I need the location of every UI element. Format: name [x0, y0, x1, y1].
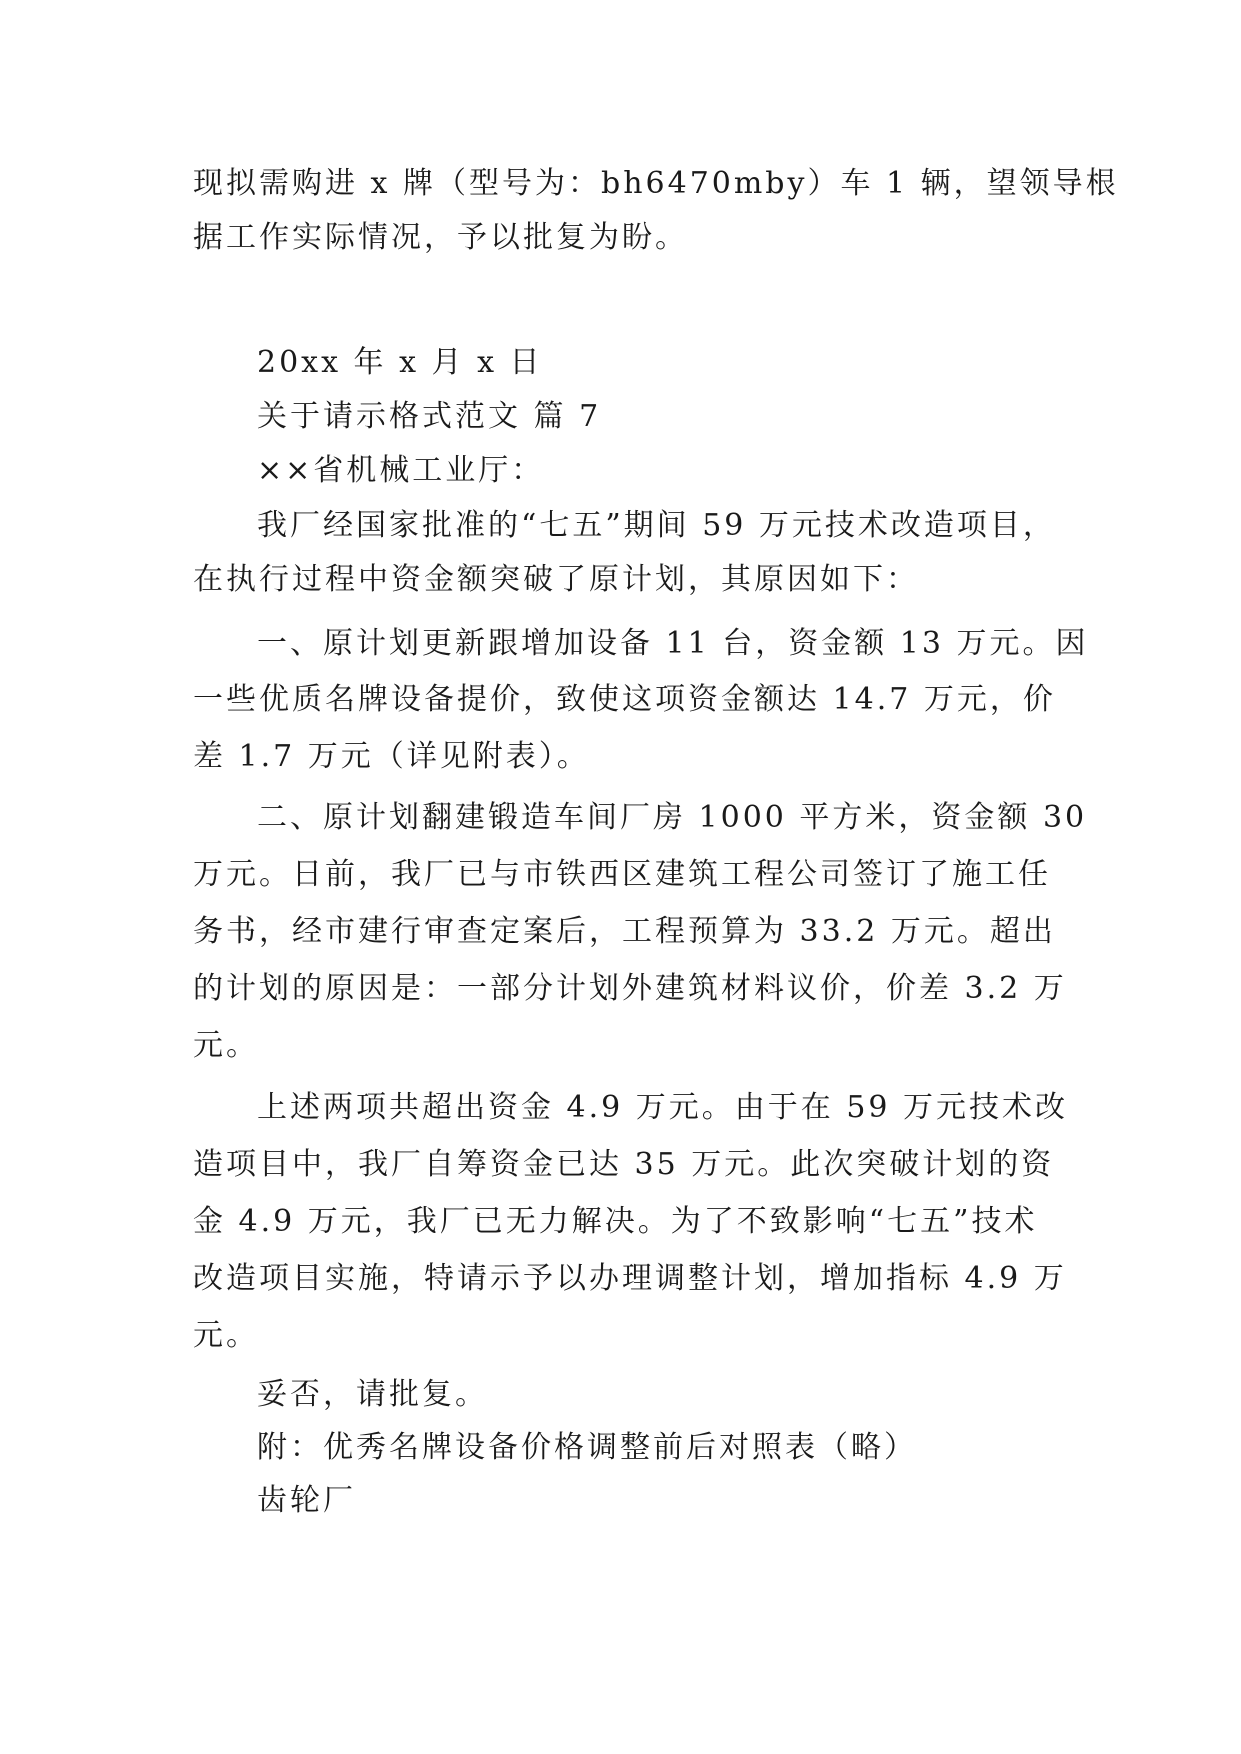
paragraph-line: 二、原计划翻建锻造车间厂房 1000 平方米，资金额 30 [257, 800, 1088, 835]
signatory: 齿轮厂 [257, 1483, 356, 1518]
paragraph-line: 据工作实际情况，予以批复为盼。 [193, 220, 688, 255]
paragraph-line: 的计划的原因是：一部分计划外建筑材料议价，价差 3.2 万 [193, 971, 1067, 1006]
paragraph-line: 金 4.9 万元，我厂已无力解决。为了不致影响“七五”技术 [193, 1204, 1038, 1239]
paragraph-line: 元。 [193, 1318, 259, 1353]
paragraph-line: 造项目中，我厂自筹资金已达 35 万元。此次突破计划的资 [193, 1147, 1055, 1182]
attachment-note: 附：优秀名牌设备价格调整前后对照表（略） [257, 1430, 917, 1465]
paragraph-line: 现拟需购进 x 牌（型号为：bh6470mby）车 1 辆，望领导根 [193, 166, 1119, 201]
paragraph-line: 万元。日前，我厂已与市铁西区建筑工程公司签订了施工任 [193, 857, 1051, 892]
addressee: ××省机械工业厅： [257, 453, 545, 488]
paragraph-line: 元。 [193, 1028, 259, 1063]
paragraph-line: 差 1.7 万元（详见附表）。 [193, 739, 590, 774]
section-heading: 关于请示格式范文 篇 7 [257, 399, 602, 434]
date-line: 20xx 年 x 月 x 日 [257, 345, 543, 380]
paragraph-line: 一些优质名牌设备提价，致使这项资金额达 14.7 万元，价 [193, 682, 1056, 717]
paragraph-line: 我厂经国家批准的“七五”期间 59 万元技术改造项目， [257, 508, 1056, 543]
paragraph-line: 在执行过程中资金额突破了原计划，其原因如下： [193, 562, 919, 597]
paragraph-line: 改造项目实施，特请示予以办理调整计划，增加指标 4.9 万 [193, 1261, 1067, 1296]
paragraph-line: 务书，经市建行审查定案后，工程预算为 33.2 万元。超出 [193, 914, 1056, 949]
closing-request: 妥否，请批复。 [257, 1377, 488, 1412]
paragraph-line: 一、原计划更新跟增加设备 11 台，资金额 13 万元。因 [257, 626, 1089, 661]
paragraph-line: 上述两项共超出资金 4.9 万元。由于在 59 万元技术改 [257, 1090, 1069, 1125]
